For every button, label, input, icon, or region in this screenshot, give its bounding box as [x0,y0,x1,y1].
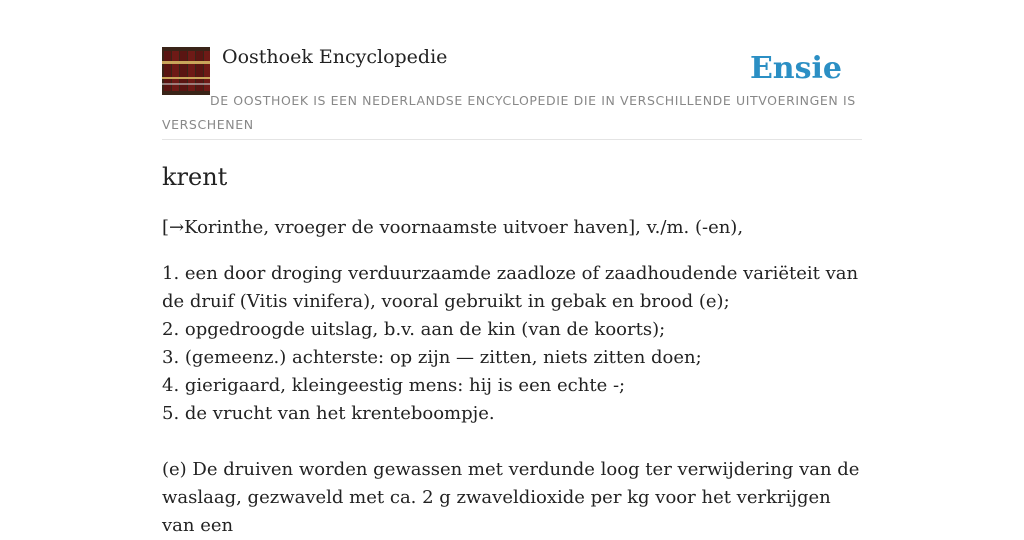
entry-senses [162,260,862,428]
sense-item: 4. gierigaard, kleingeestig mens: hij is een echte -; [162,375,626,396]
sense-item: 5. de vrucht van het krenteboompje. [162,403,495,424]
sense-item: 2. opgedroogde uitslag, b.v. aan de kin (van de koorts); [162,319,666,340]
site-name[interactable]: Oosthoek Encyclopedie [222,46,448,68]
site-tagline: DE OOSTHOEK IS EEN NEDERLANDSE ENCYCLOPEDIE DIE IN VERSCHILLENDE UITVOERINGEN IS VERSCHENEN [162,93,856,132]
ensie-logo[interactable]: Ensie [749,51,842,86]
entry-content [162,214,862,540]
sense-item: 3. (gemeenz.) achterste: op zijn — zitten, niets zitten doen; [162,347,702,368]
entry-note: (e) De druiven worden gewassen met verdunde loog ter verwijdering van de waslaag, gezwaveld met ca. 2 g zwaveldioxide per kg voor het verkrijgen van een [162,459,860,536]
site-avatar[interactable] [162,47,210,95]
encyclopedia-books-icon [162,47,210,95]
entry-etymology: [→Korinthe, vroeger de voornaamste uitvoer haven], v./m. (-en), [162,217,744,238]
sense-item: 1. een door droging verduurzaamde zaadloze of zaadhoudende variëteit van de druif (Vitis vinifera), vooral gebruikt in gebak en brood (e); [162,263,859,312]
header-divider [162,139,862,140]
entry-headword: krent [162,163,228,191]
